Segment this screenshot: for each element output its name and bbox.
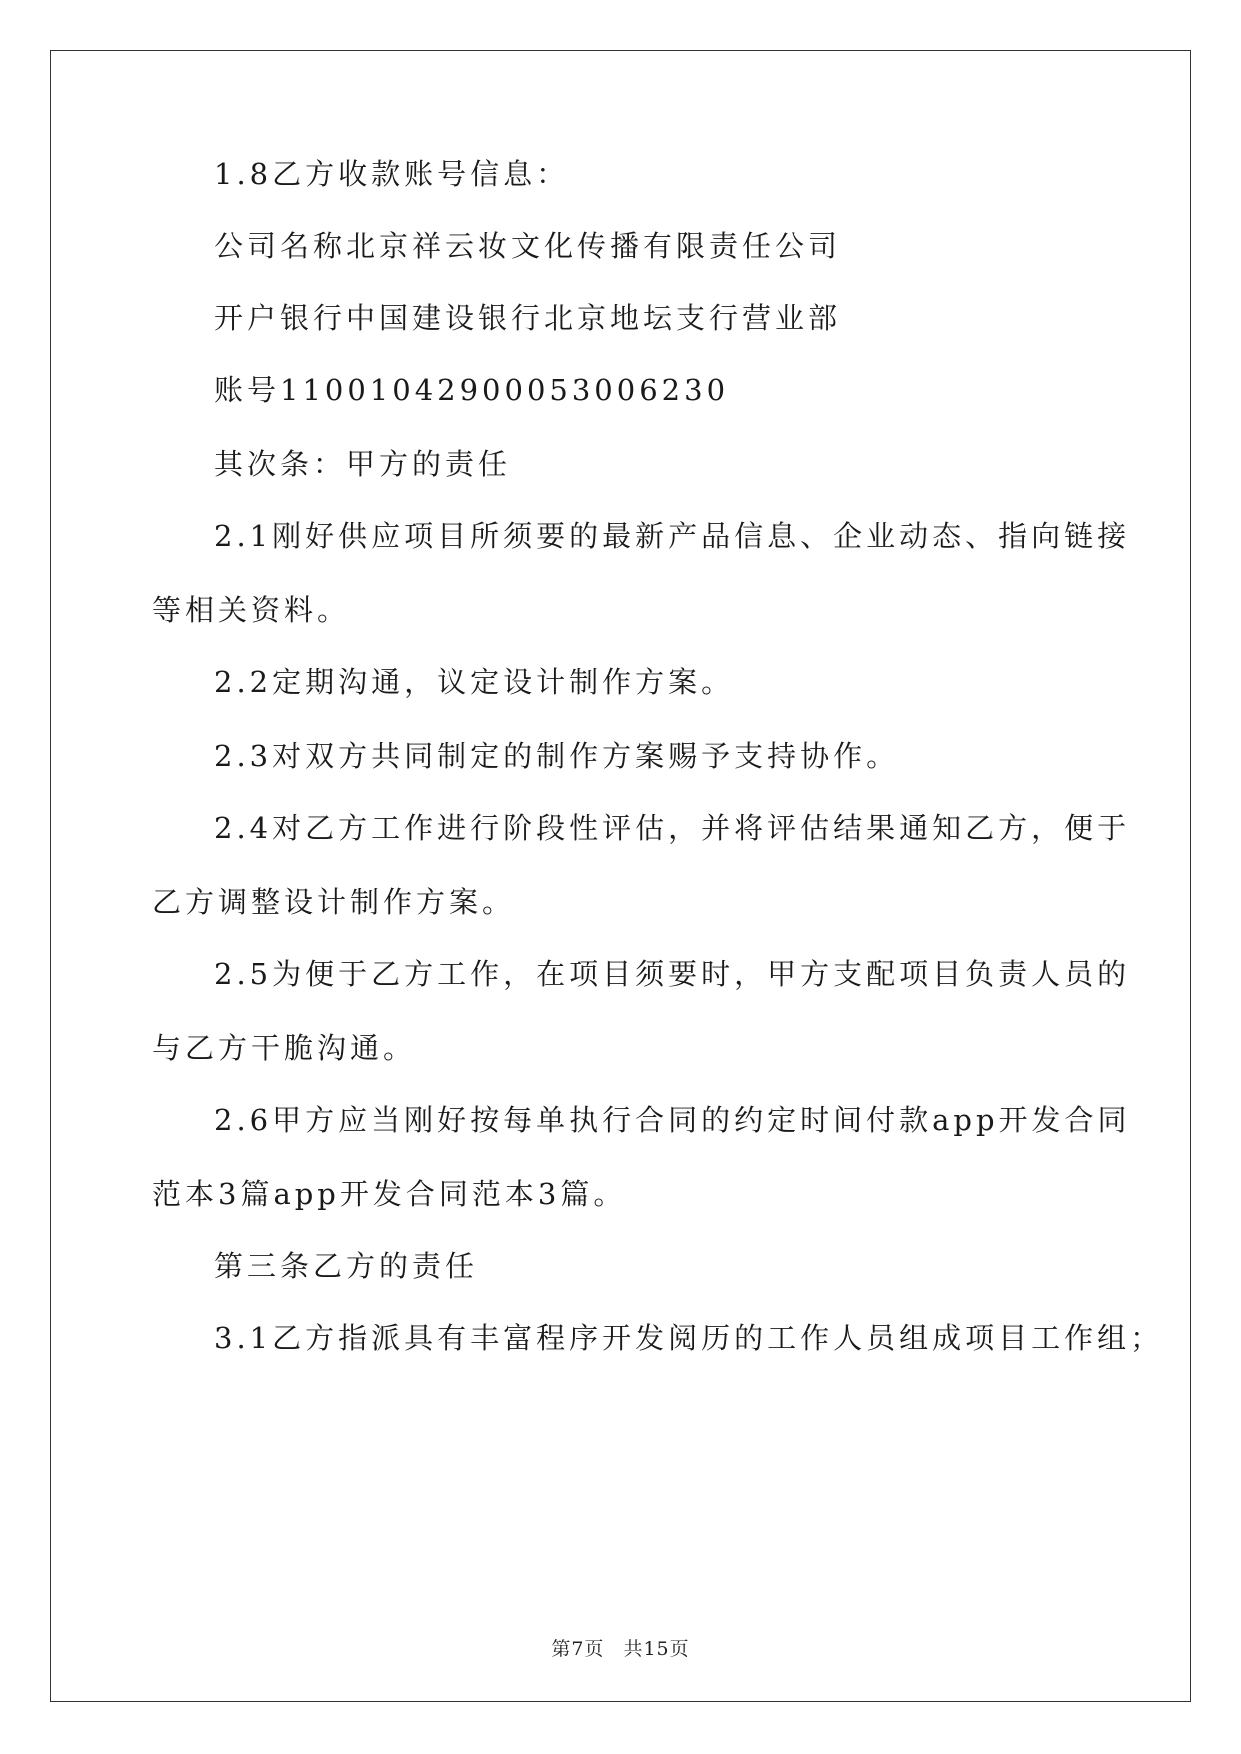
paragraph-continuation: 等相关资料。 (152, 593, 351, 627)
section-heading: 第三条乙方的责任 (214, 1249, 479, 1283)
paragraph: 公司名称北京祥云妆文化传播有限责任公司 (214, 229, 842, 263)
paragraph: 2.6甲方应当刚好按每单执行合同的约定时间付款app开发合同 (214, 1103, 1131, 1137)
paragraph-continuation: 乙方调整设计制作方案。 (152, 885, 516, 919)
paragraph-continuation: 与乙方干脆沟通。 (152, 1031, 417, 1065)
paragraph: 3.1乙方指派具有丰富程序开发阅历的工作人员组成项目工作组； (214, 1321, 1164, 1355)
paragraph: 2.1刚好供应项目所须要的最新产品信息、企业动态、指向链接 (214, 519, 1131, 553)
paragraph: 其次条：甲方的责任 (214, 447, 512, 481)
paragraph: 2.4对乙方工作进行阶段性评估，并将评估结果通知乙方，便于 (214, 811, 1131, 845)
page-number: 第7页 (551, 1638, 605, 1660)
page-footer (0, 1634, 1241, 1661)
paragraph: 1.8乙方收款账号信息： (214, 157, 570, 191)
paragraph-continuation: 范本3篇app开发合同范本3篇。 (152, 1177, 627, 1211)
page-border (50, 50, 1191, 1702)
paragraph: 2.2定期沟通，议定设计制作方案。 (214, 665, 735, 699)
paragraph: 2.3对双方共同制定的制作方案赐予支持协作。 (214, 739, 900, 773)
paragraph: 2.5为便于乙方工作，在项目须要时，甲方支配项目负责人员的 (214, 957, 1131, 991)
page-total: 共15页 (623, 1638, 690, 1660)
paragraph: 账号11001042900053006230 (214, 373, 730, 407)
paragraph: 开户银行中国建设银行北京地坛支行营业部 (214, 301, 842, 335)
